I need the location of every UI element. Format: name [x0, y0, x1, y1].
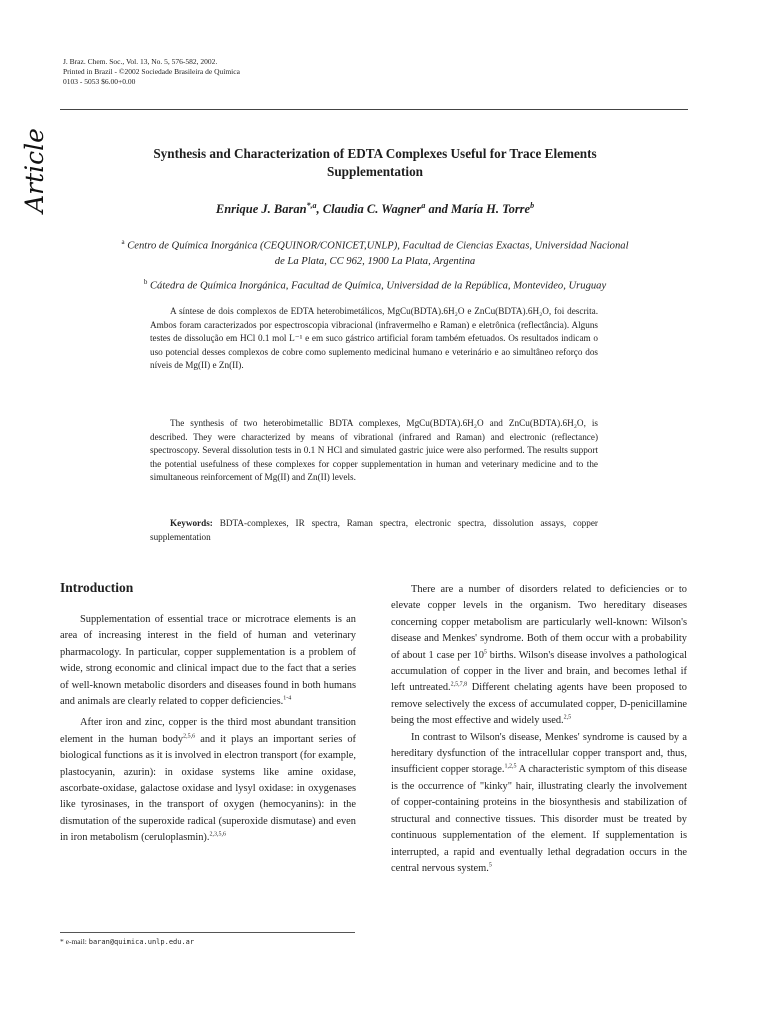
- paragraph: [391, 582, 687, 730]
- affiliation-text: Centro de Química Inorgánica (CEQUINOR/CONICET,UNLP), Facultad de Ciencias Exactas, Universidad Nacional: [124, 240, 629, 252]
- affiliation-b-line-1: [60, 275, 690, 294]
- title-line-1: Synthesis and Characterization of EDTA Complexes Useful for Trace Elements: [153, 146, 597, 161]
- paragraph-text: In contrast to Wilson's disease, Menkes' syndrome is caused by a hereditary dysfunction of the intracellular copper transport and, thus, insufficient copper storage.: [391, 731, 687, 776]
- paragraph: [60, 612, 356, 710]
- citation-ref: 5: [488, 862, 492, 869]
- abstract-portuguese: [150, 305, 598, 373]
- article-label: [14, 122, 54, 218]
- affiliation-mark: a: [121, 238, 125, 246]
- affiliation-a-line-1: [60, 235, 690, 254]
- author-name: Claudia C. Wagner: [322, 202, 422, 217]
- footnote: [60, 937, 194, 946]
- author-name: Enrique J. Baran: [215, 202, 307, 217]
- paragraph: [60, 715, 356, 846]
- paragraph: [391, 730, 687, 878]
- author-superscript: b: [530, 201, 535, 210]
- keywords-paragraph: [150, 517, 598, 544]
- paragraph-text: and it plays an important series of biological functions as it is involved in electron transport (for example, plastocyanin, azurin): in oxidase systems like amine oxidase, ascorbate-oxidase, galactose oxidase and lysyl oxidase: in oxygenases like tyrosinases, in the transport of oxygen (hemocyanins): in the dismutation of the superoxide radical (superoxide dismutase) and even in iron metabolism (ceruloplasmin).: [60, 733, 356, 844]
- affiliation-b: [60, 275, 690, 294]
- left-column: [60, 612, 356, 847]
- article-label-text: Article: [19, 127, 49, 213]
- printed-line: Printed in Brazil - ©2002 Sociedade Brasileira de Química: [63, 67, 240, 76]
- issn-line: 0103 - 5053 $6.00+0.00: [63, 77, 136, 86]
- citation-ref: 1,2,5: [504, 764, 517, 770]
- footnote-label: * e-mail:: [60, 937, 89, 946]
- author-list: [100, 201, 650, 217]
- citation-ref: 1-4: [283, 695, 292, 702]
- paragraph-text: Supplementation of essential trace or microtrace elements is an area of increasing interest in the field of human and veterinary pharmacology. In particular, copper supplementation is a problem of wide, strong economic and clinical impact due to the fact that a series of well-known metabolic disorders and diseases found in both humans and animals are clearly related to copper deficiencies.: [60, 614, 356, 708]
- keywords-label: Keywords:: [170, 518, 213, 528]
- footnote-rule: [60, 932, 355, 933]
- author-superscript: *,a: [306, 201, 317, 210]
- right-column: [391, 582, 687, 877]
- abstract-english: [150, 417, 598, 485]
- journal-citation: J. Braz. Chem. Soc., Vol. 13, No. 5, 576-582, 2002.: [63, 57, 218, 66]
- paragraph-text: There are a number of disorders related to deficiencies or to elevate copper levels in the organism. Two hereditary diseases concerning copper metabolism are particularly well-known: Wilson's disease and Menkes' syndrome. Both of them occur with a probability of about 1 case per 10: [391, 584, 687, 661]
- affiliation-mark: b: [143, 278, 148, 286]
- author-separator: ,: [316, 202, 323, 217]
- citation-ref: 2,5,6: [183, 733, 196, 740]
- affiliation-a: [60, 235, 690, 270]
- keywords-block: [150, 517, 598, 544]
- abstract-pt-text: A síntese de dois complexos de EDTA heterobimetálicos, MgCu(BDTA).6H₂O e ZnCu(BDTA).6H₂O, foi descrita. Ambos foram caracterizados por espectroscopia vibracional (infravermelho e Raman) e eletrônica (reflectância). Alguns testes de dissolução em HCl 0.1 mol L⁻¹ e em suco gástrico artificial foram também efetuados. Os resultados indicam o uso potencial desses complexos de cobre como suplemento medicinal humano e veterinário e ao simultâneo reforço dos níveis de Mg(II) e Zn(II).: [150, 306, 598, 370]
- email-link[interactable]: baran@quimica.unlp.edu.ar: [88, 938, 195, 946]
- citation-ref: 2,5,7,8: [450, 681, 468, 688]
- abstract-en-text: The synthesis of two heterobimetallic BDTA complexes, MgCu(BDTA).6H₂O and ZnCu(BDTA).6H₂O, is described. They were characterized by means of vibrational (infrared and Raman) and electronic (reflectance) spectroscopy. Several dissolution tests in 0.1 N HCl and simulated gastric juice were also performed. The results support the potential usefulness of these complexes for copper supplementation in human and veterinary medicine and to the simultaneous reinforcement of Mg(II) and Zn(II) levels.: [150, 418, 598, 482]
- author-separator: and: [425, 202, 452, 217]
- paragraph-text: Different chelating agents have been proposed to remove selectively the excess of accumulated copper, D-penicillamine being the most effective and widely used.: [391, 682, 688, 727]
- keywords-text: BDTA-complexes, IR spectra, Raman spectra, electronic spectra, dissolution assays, copper supplementation: [150, 518, 598, 542]
- affiliation-text: Cátedra de Química Inorgánica, Facultad de Química, Universidad de la República, Montevideo, Uruguay: [147, 280, 607, 292]
- citation-ref: 2,3,5,6: [209, 831, 226, 838]
- paper-title: [100, 145, 650, 181]
- citation-ref: 2,5: [563, 714, 572, 721]
- section-heading-introduction: Introduction: [60, 580, 134, 595]
- header-rule: [60, 109, 688, 110]
- author-name: María H. Torre: [451, 202, 531, 217]
- paragraph-text: After iron and zinc, copper is the third most abundant transition element in the human body: [60, 717, 356, 745]
- paragraph-text: births. Wilson's disease involves a pathological accumulation of copper in the liver and brain, and becomes lethal if left untreated.: [391, 649, 687, 694]
- paragraph-text: A characteristic symptom of this disease is the occurrence of "kinky" hair, illustrating clearly the involvement of copper-containing proteins in the biosynthesis and stabilization of structural and connective tissues. This disorder must be treated by continuous supplementation of the element. If supplementation is interrupted, a rapid and eventually lethal degradation occurs in the central nervous system.: [391, 764, 687, 874]
- title-line-2: Supplementation: [327, 164, 423, 179]
- journal-header: [63, 57, 240, 87]
- author-superscript: a: [421, 201, 426, 210]
- exponent: 5: [483, 649, 487, 656]
- affiliation-a-line-2: de La Plata, CC 962, 1900 La Plata, Argentina: [274, 256, 476, 268]
